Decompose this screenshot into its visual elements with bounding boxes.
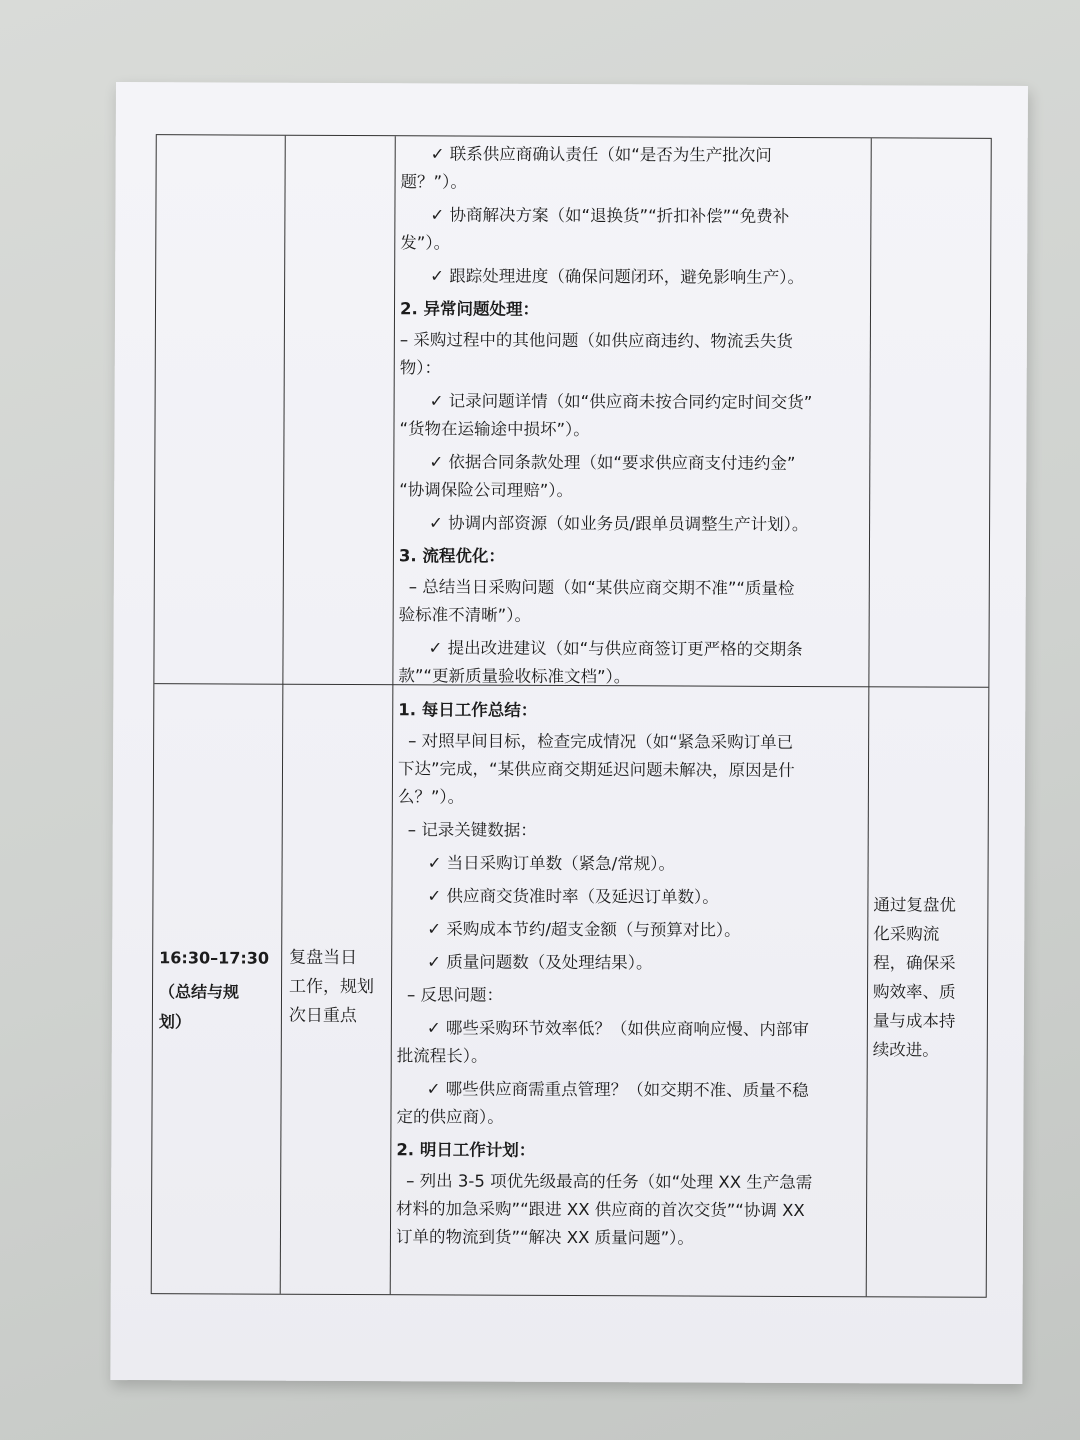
detail-line: 材料的加急采购”“跟进 XX 供应商的首次交货”“协调 XX xyxy=(396,1199,805,1221)
column-divider-2 xyxy=(390,136,396,1294)
detail-line: ✓ 当日采购订单数（紧急/常规）。 xyxy=(427,853,676,874)
detail-heading: 2. 异常问题处理： xyxy=(399,299,540,319)
time-range: 16:30–17:30 xyxy=(159,948,270,968)
task-cell xyxy=(289,944,387,1031)
paper-sheet xyxy=(110,82,1028,1384)
column-divider-1 xyxy=(280,136,286,1294)
detail-line: ✓ 跟踪处理进度（确保问题闭环，避免影响生产）。 xyxy=(430,266,805,288)
column-divider-3 xyxy=(866,138,872,1296)
time-label: 划） xyxy=(158,1012,191,1032)
detail-line: – 采购过程中的其他问题（如供应商违约、物流丢失货 xyxy=(399,330,793,351)
detail-line: 么？”）。 xyxy=(397,787,465,807)
detail-heading: 1. 每日工作总结： xyxy=(398,700,538,720)
detail-line: ✓ 协商解决方案（如“退换货”“折扣补偿”“免费补 xyxy=(430,205,790,226)
detail-line: – 反思问题： xyxy=(406,985,504,1005)
detail-line: “协调保险公司理赔”）。 xyxy=(399,480,574,500)
detail-line: ✓ 哪些供应商需重点管理？（如交期不准、质量不稳 xyxy=(426,1079,809,1101)
detail-line: 题？”）。 xyxy=(400,172,467,192)
detail-line: – 对照早间目标，检查完成情况（如“紧急采购订单已 xyxy=(408,731,794,752)
detail-line: ✓ 采购成本节约/超支金额（与预算对比）。 xyxy=(427,919,741,940)
schedule-table xyxy=(151,134,992,1298)
detail-line: 下达”完成，“某供应商交期延迟问题未解决，原因是什 xyxy=(397,759,795,780)
detail-line: ✓ 提出改进建议（如“与供应商签订更严格的交期条 xyxy=(428,638,803,660)
goal-line: 程，确保采 xyxy=(873,953,956,973)
detail-line: 款”“更新质量验收标准文档”）。 xyxy=(398,666,631,687)
detail-heading: 3. 流程优化： xyxy=(398,546,505,566)
detail-line: – 列出 3-5 项优先级最高的任务（如“处理 XX 生产急需 xyxy=(406,1171,813,1193)
goal-line: 购效率、质 xyxy=(872,982,956,1002)
detail-line: ✓ 质量问题数（及处理结果）。 xyxy=(427,952,653,973)
detail-line: 订单的物流到货”“解决 XX 质量问题”）。 xyxy=(395,1227,695,1248)
goal-line: 化采购流 xyxy=(873,924,940,944)
time-label: （总结与规 xyxy=(158,982,240,1002)
detail-line: 物）： xyxy=(399,358,442,378)
task-line: 次日重点 xyxy=(288,1005,357,1027)
detail-heading: 2. 明日工作计划： xyxy=(396,1140,536,1160)
goal-cell xyxy=(873,890,982,1064)
task-line: 工作，规划 xyxy=(289,976,375,998)
detail-line: 发”）。 xyxy=(400,233,451,253)
detail-line: 验标准不清晰”）。 xyxy=(398,605,532,625)
upper-detail-cell xyxy=(398,140,866,692)
detail-line: ✓ 供应商交货准时率（及延迟订单数）。 xyxy=(427,886,719,907)
goal-line: 量与成本持 xyxy=(872,1011,956,1031)
detail-line: ✓ 协调内部资源（如业务员/跟单员调整生产计划）。 xyxy=(429,513,809,535)
detail-line: “货物在运输途中损坏”）。 xyxy=(399,419,590,440)
task-line: 复盘当日 xyxy=(289,947,358,969)
detail-line: ✓ 记录问题详情（如“供应商未按合同约定时间交货” xyxy=(429,391,813,413)
detail-line: ✓ 联系供应商确认责任（如“是否为生产批次问 xyxy=(430,144,772,165)
goal-line: 通过复盘优 xyxy=(873,895,956,915)
detail-line: 定的供应商）。 xyxy=(396,1107,504,1127)
detail-line: 批流程长）。 xyxy=(396,1046,488,1066)
detail-line: – 记录关键数据： xyxy=(407,820,537,840)
time-cell xyxy=(159,943,277,1038)
detail-line: – 总结当日采购问题（如“某供应商交期不准”“质量检 xyxy=(408,577,795,598)
lower-detail-cell xyxy=(396,696,864,1253)
goal-line: 续改进。 xyxy=(872,1040,939,1060)
detail-line: ✓ 依据合同条款处理（如“要求供应商支付违约金” xyxy=(429,452,796,473)
detail-line: ✓ 哪些采购环节效率低？（如供应商响应慢、内部审 xyxy=(426,1018,809,1040)
